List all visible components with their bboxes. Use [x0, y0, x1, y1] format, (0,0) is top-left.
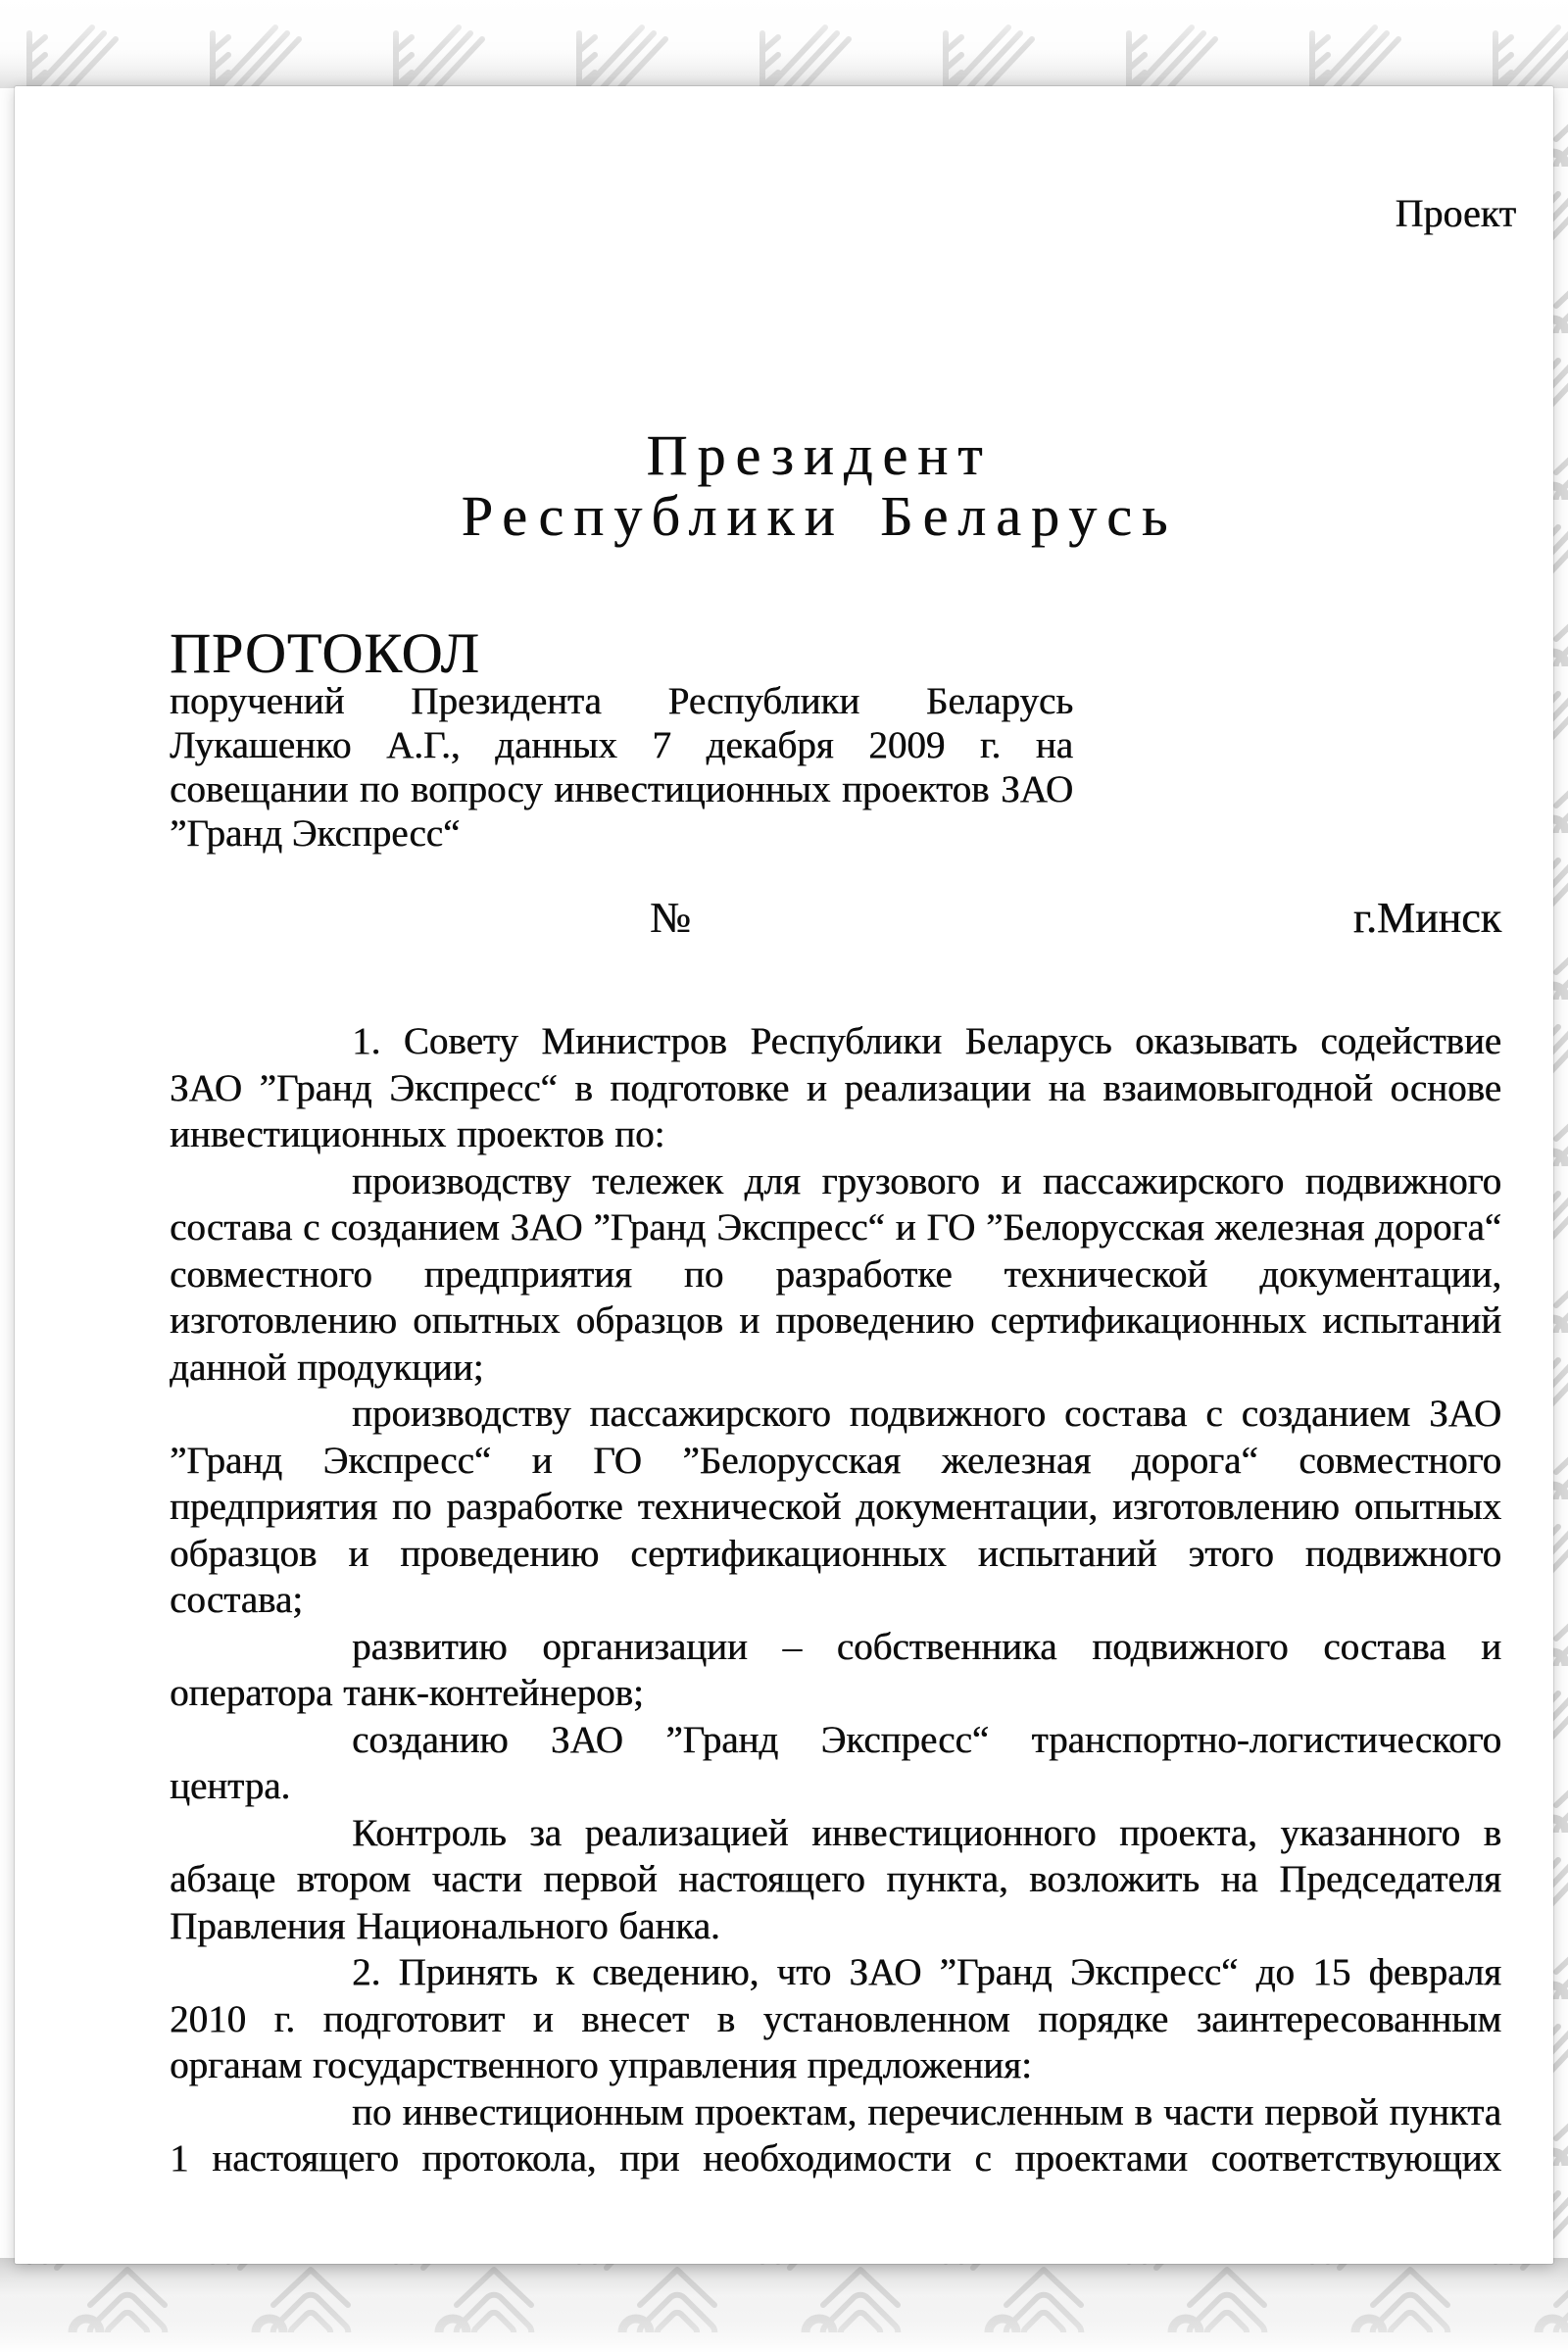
paragraph: Контроль за реализацией инвестиционного проекта, указанного в абзаце втором части первой настоящего пункта, возложить на Председателя Правления Национального банка.	[170, 1811, 1501, 1947]
paragraph: созданию ЗАО ”Гранд Экспресс“ транспортно-логистического центра.	[170, 1718, 1501, 1807]
letterhead	[152, 425, 1487, 547]
number-and-place-row	[170, 894, 1501, 943]
document-subject: поручений Президента Республики Беларусь Лукашенко А.Г., данных 7 декабря 2009 г. на совещании по вопросу инвестиционных проектов ЗАО ”Гранд Экспресс“	[170, 680, 1073, 855]
letterhead-line1: Президент	[646, 423, 993, 487]
paragraph: 2. Принять к сведению, что ЗАО ”Гранд Экспресс“ до 15 февраля 2010 г. подготовит и внесет в установленном порядке заинтересованным органам государственного управления предложения:	[170, 1951, 1501, 2086]
paragraph: производству пассажирского подвижного состава с созданием ЗАО ”Гранд Экспресс“ и ГО ”Белорусская железная дорога“ совместного предприятия по разработке технической документации, изготовлению опытных образцов и проведению сертификационных испытаний этого подвижного состава;	[170, 1393, 1501, 1621]
letterhead-line2: Республики Беларусь	[461, 484, 1178, 548]
paragraph: по инвестиционным проектам, перечисленным в части первой пункта 1 настоящего протокола, при необходимости с проектами соответствующих	[170, 2090, 1501, 2180]
document-number-label: №	[650, 894, 691, 942]
document-body	[170, 1018, 1501, 2182]
document-page	[15, 86, 1553, 2264]
paragraph: производству тележек для грузового и пассажирского подвижного состава с созданием ЗАО ”Гранд Экспресс“ и ГО ”Белорусская железная дорога“ совместного предприятия по разработке технической документации, изготовлению опытных образцов и проведению сертификационных испытаний данной продукции;	[170, 1159, 1501, 1389]
paragraph: 1. Совету Министров Республики Беларусь оказывать содействие ЗАО ”Гранд Экспресс“ в подготовке и реализации на взаимовыгодной основе инвестиционных проектов по:	[170, 1020, 1501, 1155]
paragraph: развитию организации – собственника подвижного состава и оператора танк-контейнеров;	[170, 1625, 1501, 1714]
draft-corner-label: Проект	[1395, 191, 1516, 235]
document-title: ПРОТОКОЛ	[170, 621, 480, 685]
place-label: г.Минск	[1352, 894, 1501, 942]
